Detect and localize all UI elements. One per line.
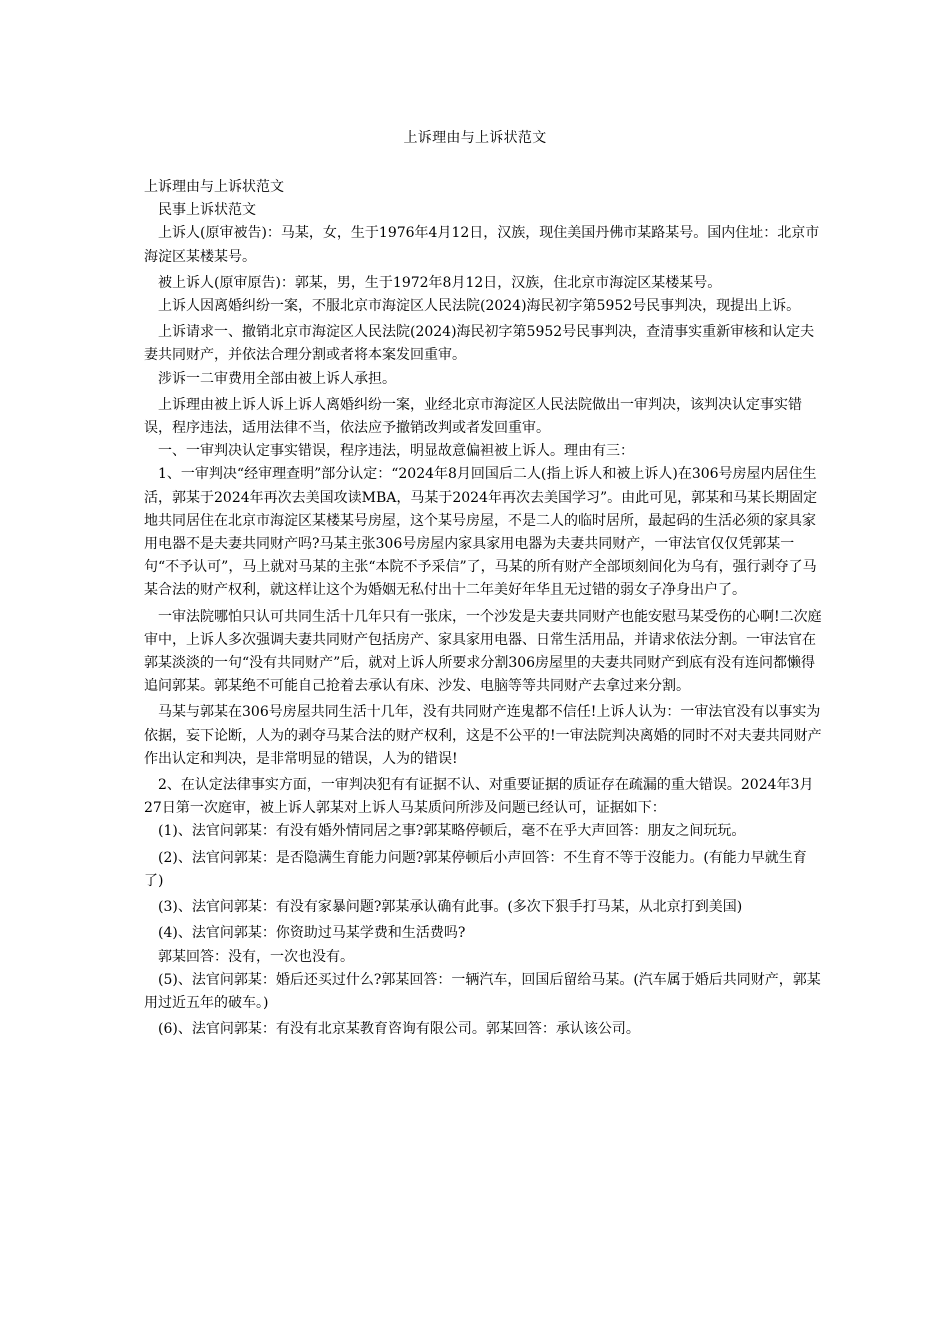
paragraph: 被上诉人(原审原告)：郭某，男，生于1972年8月12日，汉族，住北京市海淀区某楼某号。 (144, 274, 722, 291)
paragraph: 马某与郭某在306号房屋共同生活十几年，没有共同财产连鬼都不信任!上诉人认为：一审法官没有以事实为依据，妄下论断，人为的剥夺马某合法的财产权利，这是不公平的!一审法院判决离婚的同时不对夫妻共同财产作出认定和判决，是非常明显的错误，人为的错误! (144, 704, 822, 767)
paragraph: (1)、法官问郭某：有没有婚外情同居之事?郭某略停顿后，毫不在乎大声回答：朋友之间玩玩。 (144, 823, 746, 840)
paragraph: 上诉理由与上诉状范文 (144, 179, 284, 195)
paragraph: 1、一审判决“经审理查明”部分认定：“2024年8月回国后二人(指上诉人和被上诉人)在306号房屋内居住生活，郭某于2024年再次去美国攻读MBA，马某于2024年再次去美国学习”。由此可见，郭某和马某长期固定地共同居住在北京市海淀区某楼某号房屋，这个某号房屋，不是二人的临时居所，最起码的生活必须的家具家用电器不是夫妻共同财产吗?马某主张306号房屋内家具家用电器为夫妻共同财产，一审法官仅仅凭郭某一句“不予认可”，马上就对马某的主张“本院不予采信”了，马某的所有财产全部顷刻间化为乌有，强行剥夺了马某合法的财产权利，就这样让这个为婚姻无私付出十二年美好年华且无过错的弱女子净身出户了。 (144, 466, 818, 599)
paragraph: 2、在认定法律事实方面，一审判决犯有有证据不认、对重要证据的质证存在疏漏的重大错误。2024年3月27日第一次庭审，被上诉人郭某对上诉人马某质问所涉及问题已经认可，证据如下： (144, 777, 814, 817)
paragraph: (3)、法官问郭某：有没有家暴问题?郭某承认确有此事。(多次下狠手打马某，从北京打到美国) (144, 899, 743, 916)
paragraph: 上诉人(原审被告)：马某，女，生于1976年4月12日，汉族，现住美国丹佛市某路某号。国内住址：北京市海淀区某楼某号。 (144, 225, 820, 265)
paragraph: (5)、法官问郭某：婚后还买过什么?郭某回答：一辆汽车，回国后留给马某。(汽车属于婚后共同财产，郭某用过近五年的破车。) (144, 971, 821, 1011)
paragraph: 郭某回答：没有，一次也没有。 (144, 948, 354, 965)
document-title: 上诉理由与上诉状范文 (403, 130, 547, 146)
paragraph: 上诉理由被上诉人诉上诉人离婚纠纷一案，业经北京市海淀区人民法院做出一审判决，该判决认定事实错误，程序违法，适用法律不当，依法应予撤销改判或者发回重审。 (144, 396, 802, 437)
paragraph: 涉诉一二审费用全部由被上诉人承担。 (144, 370, 396, 387)
paragraph: 一审法院哪怕只认可共同生活十几年只有一张床，一个沙发是夫妻共同财产也能安慰马某受伤的心啊!二次庭审中，上诉人多次强调夫妻共同财产包括房产、家具家用电器、日常生活用品，并请求依法分割。一审法官在郭某淡淡的一句“没有共同财产”后，就对上诉人所要求分割306房屋里的夫妻共同财产到底有没有连问都懒得追问郭某。郭某绝不可能自己抢着去承认有床、沙发、电脑等等共同财产去拿过来分割。 (144, 608, 822, 695)
paragraph: 上诉请求一、撤销北京市海淀区人民法院(2024)海民初字第5952号民事判决，查清事实重新审核和认定夫妻共同财产，并依法合理分割或者将本案发回重审。 (144, 324, 815, 364)
paragraph: (4)、法官问郭某：你资助过马某学费和生活费吗? (144, 925, 466, 942)
paragraph: 一、一审判决认定事实错误，程序违法，明显故意偏袒被上诉人。理由有三： (144, 443, 634, 460)
paragraph: 上诉人因离婚纠纷一案，不服北京市海淀区人民法院(2024)海民初字第5952号民事判决，现提出上诉。 (144, 298, 801, 315)
paragraph: (6)、法官问郭某：有没有北京某教育咨询有限公司。郭某回答：承认该公司。 (144, 1021, 640, 1038)
paragraph: (2)、法官问郭某：是否隐满生育能力问题?郭某停顿后小声回答：不生育不等于沒能力。(有能力早就生育了) (144, 849, 807, 889)
paragraph: 民事上诉状范文 (144, 202, 256, 219)
document-body (144, 176, 822, 1041)
